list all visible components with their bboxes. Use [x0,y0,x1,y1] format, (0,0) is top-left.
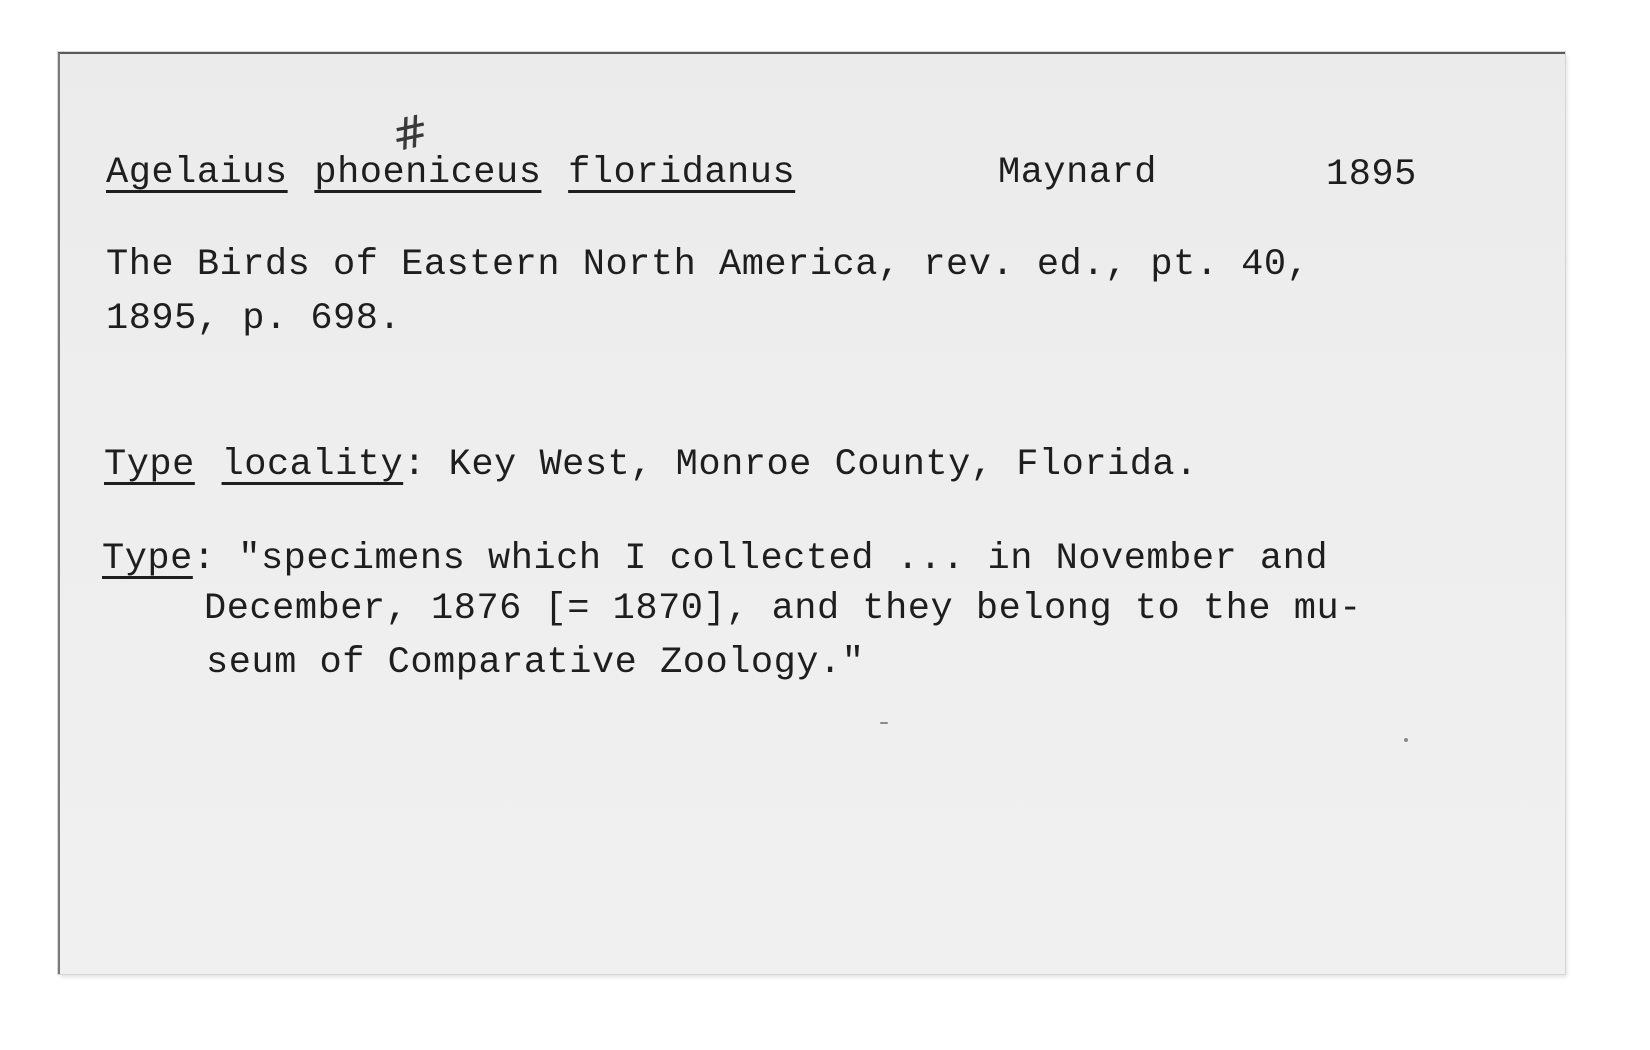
subspecies-name: floridanus [568,152,796,194]
description-year: 1895 [1326,154,1417,196]
handwritten-hash-mark: # [387,104,434,163]
type-line-1 [102,534,1328,584]
author-name: Maynard [998,152,1157,194]
reference-line-1: The Birds of Eastern North America, rev. ed., pt. 40, [106,244,1310,286]
genus-name: Agelaius [106,152,288,194]
type-colon: : [192,538,216,580]
reference-line-2: 1895, p. 698. [106,298,402,340]
type-locality-label-locality: locality [221,444,404,486]
type-line-3: seum of Comparative Zoology." [206,642,865,684]
paper-speck [1404,738,1408,742]
type-locality-line [104,440,1198,490]
species-name: phoeniceus [314,152,542,194]
paper-speck [880,722,888,724]
type-locality-colon: : [403,444,426,486]
type-label: Type [102,538,193,580]
heading-line [106,148,795,198]
type-line-2: December, 1876 [= 1870], and they belong to the mu- [204,588,1362,630]
type-quote-line-1: "specimens which I collected ... in November and [238,538,1329,580]
type-locality-label-type: Type [104,444,195,486]
type-locality-value: Key West, Monroe County, Florida. [448,444,1198,486]
